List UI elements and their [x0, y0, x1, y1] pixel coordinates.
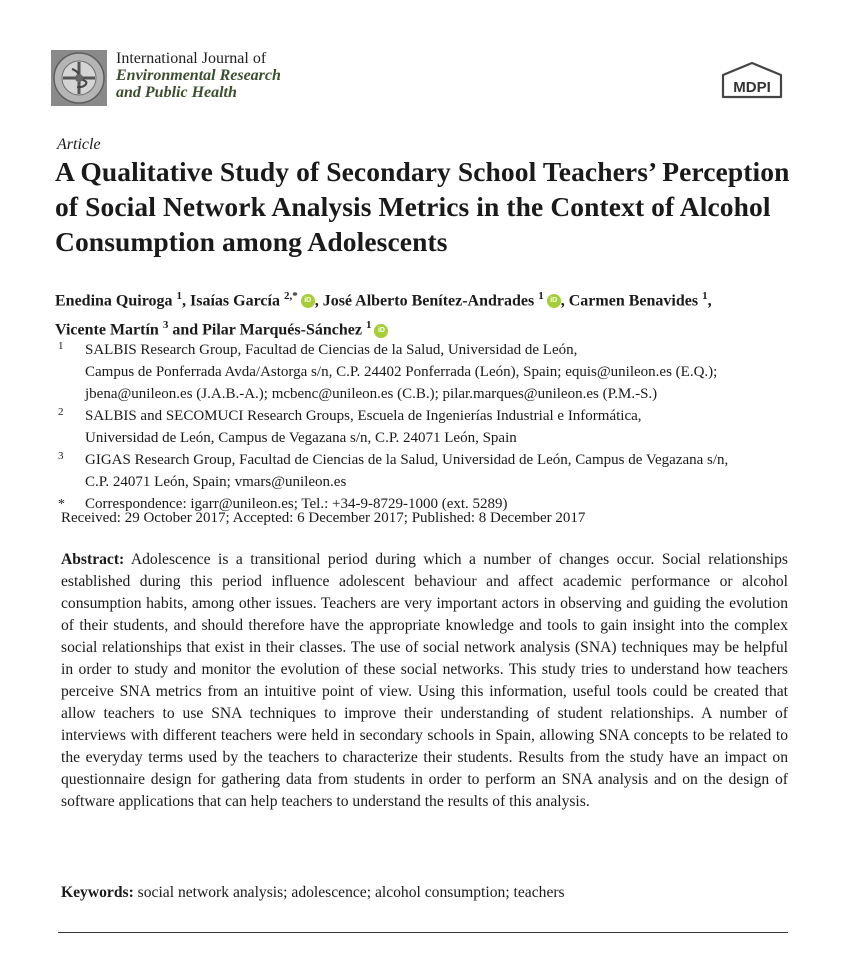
affiliation-item: [58, 449, 798, 493]
affiliation-line: Campus de Ponferrada Avda/Astorga s/n, C.P. 24402 Ponferrada (León), Spain; equis@unileon.es (E.Q.);: [85, 364, 718, 380]
affiliation-line: Universidad de León, Campus de Vegazana s/n, C.P. 24071 León, Spain: [85, 430, 517, 446]
author-name[interactable]: Vicente Martín: [55, 321, 163, 339]
article-title: A Qualitative Study of Secondary School Teachers’ Perception of Social Network Analysis Metrics in the Context of Alcohol Consumption among Adolescents: [55, 156, 790, 257]
affiliation-line: SALBIS Research Group, Facultad de Ciencias de la Salud, Universidad de León,: [85, 342, 578, 358]
journal-name-line1: International Journal of: [116, 50, 267, 67]
orcid-icon[interactable]: iD: [547, 294, 561, 308]
author-separator: ,: [560, 292, 569, 310]
author-affiliation-marker: 1: [176, 290, 183, 302]
journal-name-line3: and Public Health: [116, 84, 237, 101]
affiliation-item: [58, 405, 798, 449]
orcid-icon[interactable]: iD: [301, 294, 315, 308]
affiliation-line: GIGAS Research Group, Facultad de Ciencias de la Salud, Universidad de León, Campus de Vegazana s/n,: [85, 452, 729, 468]
affiliation-list: [58, 339, 798, 515]
author-list: [55, 284, 815, 343]
affiliation-number: 1: [58, 340, 64, 352]
affiliation-line: Correspondence: igarr@unileon.es; Tel.: +34-9-8729-1000 (ext. 5289): [85, 496, 508, 512]
journal-name-line2: Environmental Research: [116, 67, 281, 84]
mdpi-logo-text: MDPI: [733, 79, 771, 96]
orcid-icon[interactable]: iD: [374, 324, 388, 338]
abstract-text: Adolescence is a transitional period during which a number of changes occur. Social relationships established during this period influence adolescent behaviour and affect academic performance or alcohol consumption habits, among other issues. Teachers are very important actors in observing and guiding the evolution of their students, and should therefore have the appropriate knowledge and tools to gain insight into the complex social relationships that exist in their classes. The use of social network analysis (SNA) techniques may be helpful in order to study and monitor the evolution of these social networks. This study tries to understand how teachers perceive SNA metrics from an intuitive point of view. Using this information, useful tools could be created that allow teachers to use SNA techniques to improve their understanding of student relationships. A number of interviews with different teachers were held in secondary schools in Spain, allowing SNA concepts to be related to the everyday terms used by the teachers to characterize their students. Results from the study have an impact on questionnaire design for gathering data from students in order to perform an SNA analysis and on the design of software applications that can help teachers to understand the results of this analysis.: [61, 551, 788, 810]
journal-seal-icon: [51, 50, 107, 106]
mdpi-logo: [719, 61, 785, 101]
author-affiliation-marker: 1: [702, 290, 708, 302]
abstract: [61, 549, 788, 813]
author-separator: and: [168, 321, 203, 339]
keywords-text: social network analysis; adolescence; alcohol consumption; teachers: [137, 884, 565, 901]
affiliation-number: *: [58, 497, 65, 512]
footer-divider: [58, 932, 788, 933]
affiliation-line: C.P. 24071 León, Spain; vmars@unileon.es: [85, 474, 347, 490]
affiliation-item: [58, 339, 798, 405]
author-affiliation-marker: 3: [162, 319, 169, 332]
affiliation-number: 2: [58, 406, 64, 418]
author-name[interactable]: Enedina Quiroga: [55, 292, 177, 310]
author-separator: ,: [314, 292, 323, 310]
author-name[interactable]: Isaías García: [190, 292, 284, 310]
author-affiliation-marker: 1: [538, 290, 544, 302]
author-affiliation-marker: 1: [365, 319, 372, 332]
keywords-label: Keywords:: [61, 884, 134, 901]
author-name[interactable]: Carmen Benavides: [568, 292, 703, 310]
affiliation-line: SALBIS and SECOMUCI Research Groups, Escuela de Ingenierías Industrial e Informática,: [85, 408, 642, 424]
author-separator: ,: [707, 292, 712, 310]
affiliation-line: jbena@unileon.es (J.A.B.-A.); mcbenc@unileon.es (C.B.); pilar.marques@unileon.es (P.M.-S.): [85, 386, 658, 402]
journal-name: [116, 50, 281, 101]
author-name[interactable]: José Alberto Benítez-Andrades: [322, 292, 539, 310]
abstract-label: Abstract:: [61, 551, 125, 568]
author-affiliation-marker: 2,*: [283, 290, 298, 302]
author-name[interactable]: Pilar Marqués-Sánchez: [202, 321, 366, 339]
keywords: [61, 884, 565, 902]
article-type: Article: [57, 136, 101, 153]
affiliation-number: 3: [58, 450, 64, 462]
author-separator: ,: [182, 292, 191, 310]
publication-dates: Received: 29 October 2017; Accepted: 6 December 2017; Published: 8 December 2017: [61, 510, 586, 526]
